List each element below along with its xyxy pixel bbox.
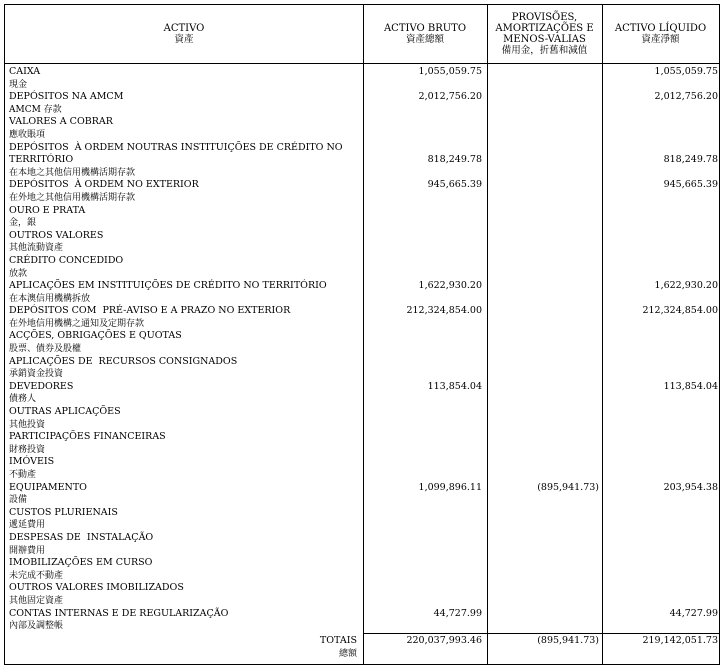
table-row <box>5 230 719 255</box>
table-row <box>5 482 719 507</box>
row-label-pt: EQUIPAMENTO <box>9 481 87 493</box>
row-label-zh: 應收賬項 <box>9 129 46 140</box>
row-label-pt: DEVEDORES <box>9 380 74 392</box>
row-bruto: 1,055,059.75 <box>418 66 482 77</box>
row-label <box>9 116 359 141</box>
balance-sheet-table <box>4 4 720 665</box>
row-liquido: 2,012,756.20 <box>654 91 718 103</box>
row-label-pt: ACÇÕES, OBRIGAÇÕES E QUOTAS <box>9 330 182 342</box>
header-provisoes-pt3: MENOS-VALIAS <box>503 34 586 45</box>
row-liquido: 1,055,059.75 <box>654 66 718 77</box>
totals-provisoes: (895,941.73) <box>537 635 599 646</box>
row-label-pt: CAIXA <box>9 66 41 77</box>
row-label-pt: IMOBILIZAÇÕES EM CURSO <box>9 557 153 569</box>
table-row <box>5 557 719 582</box>
row-label-pt: OUTROS VALORES <box>9 229 104 241</box>
row-label-pt: CONTAS INTERNAS E DE REGULARIZAÇÃO <box>9 607 229 619</box>
row-label-zh: 其他投資 <box>9 419 46 430</box>
table-row <box>5 431 719 456</box>
row-bruto: 2,012,756.20 <box>418 91 482 103</box>
row-bruto: 44,727.99 <box>433 607 482 619</box>
table-row <box>5 381 719 406</box>
header-liquido-zh: 資產淨額 <box>641 34 680 45</box>
row-label-pt: DESPESAS DE INSTALAÇÃO <box>9 531 154 543</box>
row-label <box>9 305 359 330</box>
row-bruto: 945,665.39 <box>427 179 482 191</box>
row-label <box>9 532 359 557</box>
row-label-zh: 在外地信用機構之通知及定期存款 <box>9 318 145 329</box>
row-label-zh: 開辦費用 <box>9 545 46 556</box>
row-label-pt: VALORES A COBRAR <box>9 116 113 128</box>
header-divider <box>5 63 719 64</box>
row-label <box>9 255 359 280</box>
row-label-zh: 其他流動資產 <box>9 243 64 254</box>
row-label-pt: IMÓVEIS <box>9 456 55 468</box>
row-liquido: 113,854.04 <box>663 380 718 392</box>
table-row <box>5 142 719 180</box>
table-row <box>5 280 719 305</box>
row-label-pt: DEPÓSITOS À ORDEM NO EXTERIOR <box>9 179 199 191</box>
header-activo-zh: 資產 <box>174 34 194 45</box>
row-label <box>9 456 359 481</box>
row-bruto: 1,622,930.20 <box>418 280 482 292</box>
row-label-zh: 財務投資 <box>9 444 46 455</box>
row-bruto: 212,324,854.00 <box>406 305 482 317</box>
row-label <box>9 557 359 582</box>
table-row <box>5 305 719 330</box>
row-label <box>9 230 359 255</box>
table-row <box>5 116 719 141</box>
row-label-pt: OUTROS VALORES IMOBILIZADOS <box>9 582 184 594</box>
table-row <box>5 255 719 280</box>
row-label-zh: 在外地之其他信用機構活期存款 <box>9 192 136 203</box>
row-label-zh: 債務人 <box>9 394 37 405</box>
totals-divider <box>363 633 719 634</box>
row-label <box>9 381 359 406</box>
totals-label-pt: TOTAIS <box>319 635 357 646</box>
header-activo-pt: ACTIVO <box>163 23 205 34</box>
table-row <box>5 456 719 481</box>
header-activo <box>5 5 363 63</box>
totals-label <box>320 635 357 660</box>
header-liquido <box>602 5 719 63</box>
row-label <box>9 179 359 204</box>
header-provisoes <box>487 5 602 63</box>
table-row <box>5 608 719 633</box>
totals-liquido: 219,142,051.73 <box>642 635 718 646</box>
row-label-zh: 在本澳信用機構拆放 <box>9 293 91 304</box>
row-provisoes: (895,941.73) <box>537 481 599 493</box>
table-row <box>5 330 719 355</box>
row-label-zh: 未完成不動產 <box>9 570 64 581</box>
table-body <box>5 66 719 633</box>
table-row <box>5 532 719 557</box>
totals-bruto: 220,037,993.46 <box>406 635 482 646</box>
row-liquido: 1,622,930.20 <box>654 280 718 292</box>
row-label-zh: 金，銀 <box>9 218 37 229</box>
row-bruto: 1,099,896.11 <box>418 481 482 493</box>
row-label <box>9 280 359 305</box>
row-bruto: 818,249.78 <box>427 154 482 166</box>
row-label-zh: AMCM 存款 <box>9 104 62 115</box>
row-liquido: 945,665.39 <box>663 179 718 191</box>
header-bruto-pt: ACTIVO BRUTO <box>383 23 467 34</box>
row-label <box>9 330 359 355</box>
row-label-zh: 在本地之其他信用機構活期存款 <box>9 167 136 178</box>
table-row <box>5 406 719 431</box>
row-label <box>9 582 359 607</box>
row-label-pt: PARTICIPAÇÕES FINANCEIRAS <box>9 431 166 443</box>
table-row <box>5 582 719 607</box>
row-liquido: 44,727.99 <box>669 607 718 619</box>
table-row <box>5 205 719 230</box>
row-label-zh: 設備 <box>9 495 28 506</box>
row-label <box>9 356 359 381</box>
row-label-zh: 股票、債券及股權 <box>9 344 82 355</box>
row-bruto: 113,854.04 <box>427 380 482 392</box>
row-label-pt: CUSTOS PLURIENAIS <box>9 506 118 518</box>
row-label-pt: DEPÓSITOS COM PRÉ-AVISO E A PRAZO NO EXTERIOR <box>9 305 291 317</box>
row-label-zh: 內部及調整帳 <box>9 621 64 632</box>
row-label <box>9 482 359 507</box>
row-liquido: 818,249.78 <box>663 154 718 166</box>
row-label <box>9 205 359 230</box>
header-provisoes-zh: 備用金，折舊和減值 <box>501 45 588 56</box>
row-label-zh: 承銷資金投資 <box>9 369 64 380</box>
row-label-pt: OUTRAS APLICAÇÕES <box>9 406 121 418</box>
row-label-zh: 遞延費用 <box>9 520 46 531</box>
row-label-pt: APLICAÇÕES EM INSTITUIÇÕES DE CRÉDITO NO TERRITÓRIO <box>9 280 327 292</box>
row-label <box>9 431 359 456</box>
row-liquido: 212,324,854.00 <box>642 305 718 317</box>
totals-label-zh: 總額 <box>338 648 357 659</box>
row-label-zh: 不動產 <box>9 470 37 480</box>
row-label <box>9 66 359 91</box>
row-label-zh: 放款 <box>9 268 28 279</box>
row-label <box>9 91 359 116</box>
row-label <box>9 507 359 532</box>
header-bruto-zh: 資產總額 <box>405 34 444 45</box>
row-liquido: 203,954.38 <box>663 481 718 493</box>
table-row <box>5 356 719 381</box>
row-label-pt: APLICAÇÕES DE RECURSOS CONSIGNADOS <box>9 355 238 367</box>
row-label <box>9 406 359 431</box>
row-label-pt: DEPÓSITOS À ORDEM NOUTRAS INSTITUIÇÕES DE CRÉDITO NO TERRITÓRIO <box>9 141 343 166</box>
row-label-pt: DEPÓSITOS NA AMCM <box>9 91 124 103</box>
row-label <box>9 142 359 180</box>
row-label-pt: OURO E PRATA <box>9 204 86 216</box>
row-label-zh: 其他固定資產 <box>9 595 64 606</box>
row-label-pt: CRÉDITO CONCEDIDO <box>9 254 124 266</box>
table-row <box>5 66 719 91</box>
table-row <box>5 507 719 532</box>
header-bruto <box>363 5 487 63</box>
table-row <box>5 179 719 204</box>
header-provisoes-pt1: PROVISÕES, <box>511 12 578 23</box>
header-provisoes-pt2: AMORTIZAÇÕES E <box>495 23 594 34</box>
row-label <box>9 608 359 633</box>
row-label-zh: 現金 <box>9 79 28 90</box>
header-liquido-pt: ACTIVO LÍQUIDO <box>614 23 707 34</box>
table-row <box>5 91 719 116</box>
